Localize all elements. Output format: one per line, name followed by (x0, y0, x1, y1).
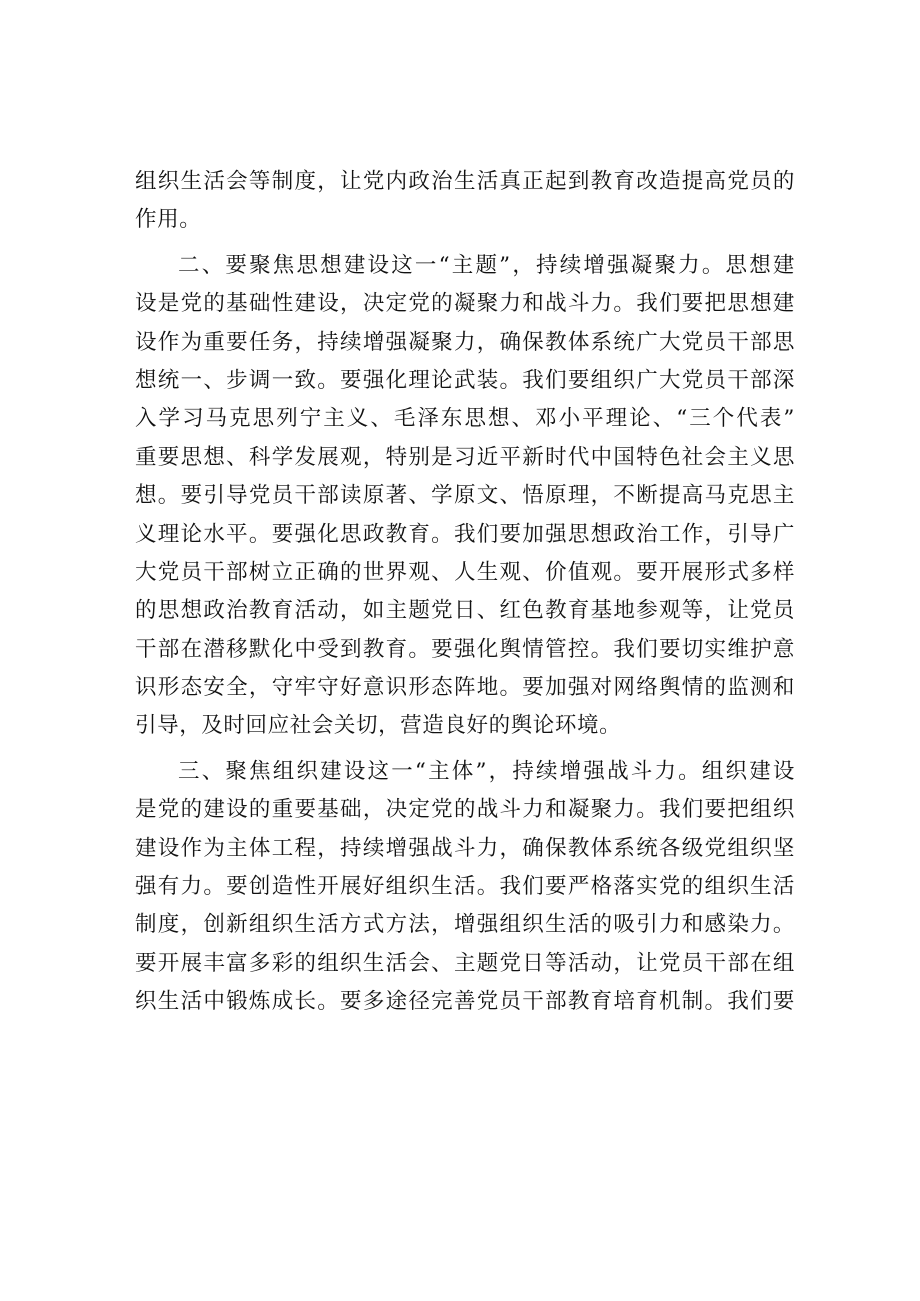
text-line: 二、要聚焦思想建设这一“主题”，持续增强凝聚力。思想建 (178, 252, 795, 278)
paragraph-thought-building (135, 247, 795, 746)
text-line: 是党的建设的重要基础，决定党的战斗力和凝聚力。我们要把组织 (135, 797, 795, 823)
text-line: 要开展丰富多彩的组织生活会、主题党日等活动，让党员干部在组 (135, 950, 795, 976)
text-line: 大党员干部树立正确的世界观、人生观、价值观。要开展形式多样 (135, 559, 795, 585)
text-line: 织生活中锻炼成长。要多途径完善党员干部教育培育机制。我们要 (135, 989, 795, 1015)
text-line: 想统一、步调一致。要强化理论武装。我们要组织广大党员干部深 (135, 367, 795, 393)
text-line: 作用。 (135, 207, 202, 233)
paragraph-continued (135, 163, 795, 240)
text-line: 识形态安全，守牢守好意识形态阵地。要加强对网络舆情的监测和 (135, 675, 795, 701)
text-line: 设作为重要任务，持续增强凝聚力，确保教体系统广大党员干部思 (135, 329, 795, 355)
paragraph-organization-building (135, 753, 795, 1022)
text-line: 义理论水平。要强化思政教育。我们要加强思想政治工作，引导广 (135, 521, 795, 547)
text-line: 组织生活会等制度，让党内政治生活真正起到教育改造提高党员的 (135, 169, 795, 194)
text-line: 制度，创新组织生活方式方法，增强组织生活的吸引力和感染力。 (135, 912, 795, 938)
text-line: 入学习马克思列宁主义、毛泽东思想、邓小平理论、“三个代表” (135, 406, 795, 432)
text-line: 干部在潜移默化中受到教育。要强化舆情管控。我们要切实维护意 (135, 636, 795, 662)
document-body (135, 163, 795, 1022)
text-line: 重要思想、科学发展观，特别是习近平新时代中国特色社会主义思 (135, 444, 795, 470)
text-line: 的思想政治教育活动，如主题党日、红色教育基地参观等，让党员 (135, 598, 795, 624)
text-line: 设是党的基础性建设，决定党的凝聚力和战斗力。我们要把思想建 (135, 291, 795, 317)
text-line: 三、聚焦组织建设这一“主体”，持续增强战斗力。组织建设 (178, 758, 795, 784)
text-line: 建设作为主体工程，持续增强战斗力，确保教体系统各级党组织坚 (135, 835, 795, 861)
text-line: 引导，及时回应社会关切，营造良好的舆论环境。 (135, 713, 622, 739)
text-line: 想。要引导党员干部读原著、学原文、悟原理，不断提高马克思主 (135, 483, 795, 509)
text-line: 强有力。要创造性开展好组织生活。我们要严格落实党的组织生活 (135, 874, 795, 900)
